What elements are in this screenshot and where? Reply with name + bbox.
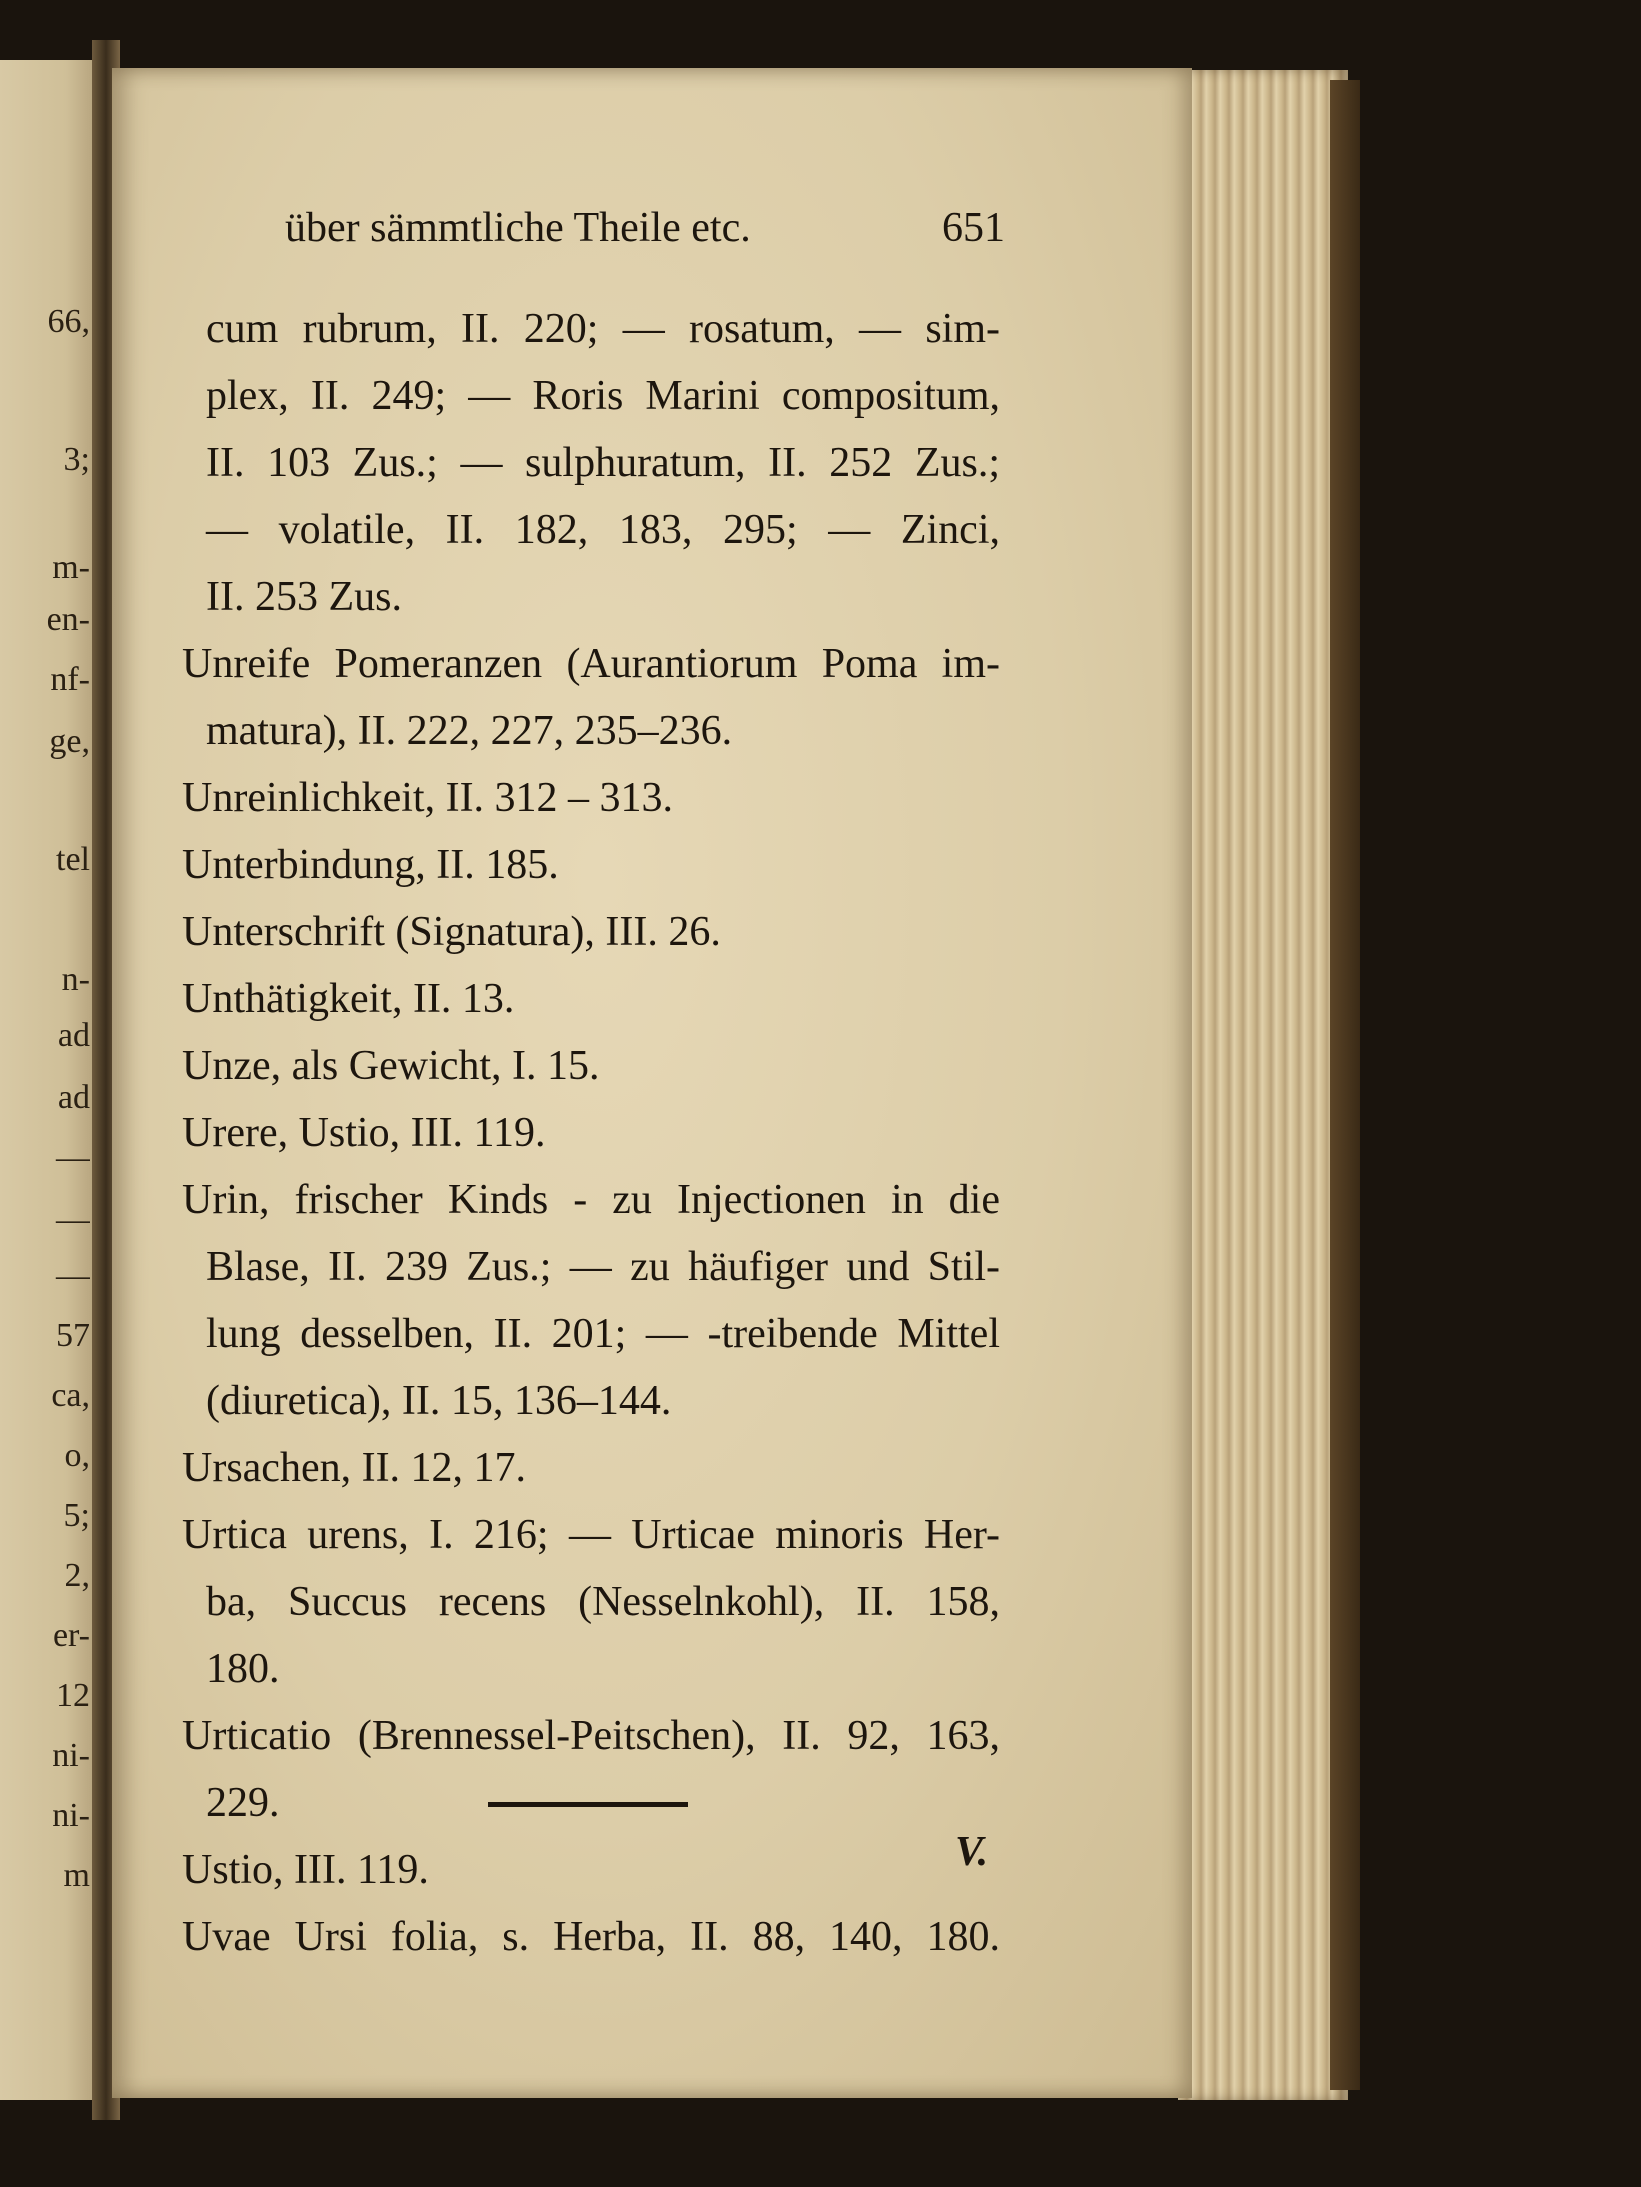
index-entry-line: Ursachen, II. 12, 17. bbox=[182, 1445, 527, 1491]
index-entry-line: 229. bbox=[206, 1780, 280, 1826]
index-entry-line: II. 253 Zus. bbox=[206, 574, 402, 620]
previous-page-fragment: tel bbox=[56, 841, 90, 878]
previous-page-fragment: 12 bbox=[56, 1677, 90, 1714]
previous-page-fragment: ad bbox=[57, 1017, 90, 1054]
index-entries bbox=[182, 296, 1000, 1971]
index-entry-line: Ustio, III. 119. bbox=[182, 1847, 429, 1893]
index-entry-line: Urtica urens, I. 216; — Urticae minoris Her- bbox=[182, 1512, 1000, 1558]
index-entry-line: Unreinlichkeit, II. 312 – 313. bbox=[182, 775, 674, 821]
previous-page-fragment: — bbox=[56, 1201, 90, 1238]
end-rule bbox=[488, 1802, 688, 1807]
index-entry-line: plex, II. 249; — Roris Marini compositum, bbox=[206, 373, 1000, 419]
index-entry-line: Unterbindung, II. 185. bbox=[182, 842, 559, 888]
catchword: V. bbox=[955, 1829, 989, 1875]
index-entry-line: Unterschrift (Signatura), III. 26. bbox=[182, 909, 721, 955]
previous-page-fragment: en- bbox=[46, 601, 90, 638]
previous-page-fragment: 2, bbox=[64, 1557, 90, 1594]
book-cover-edge bbox=[1330, 80, 1360, 2090]
index-entry-line: ba, Succus recens (Nesselnkohl), II. 158, bbox=[206, 1579, 1000, 1625]
index-entry-line: Urere, Ustio, III. 119. bbox=[182, 1110, 546, 1156]
running-title: über sämmtliche Theile etc. bbox=[285, 205, 751, 251]
previous-page-fragment: 66, bbox=[47, 303, 90, 340]
previous-page-fragment: ca, bbox=[51, 1377, 90, 1414]
index-entry-line: II. 103 Zus.; — sulphuratum, II. 252 Zus.; bbox=[206, 440, 1000, 486]
index-entry-line: matura), II. 222, 227, 235–236. bbox=[206, 708, 733, 754]
previous-page-fragment: ni- bbox=[52, 1737, 90, 1774]
index-entry-line: lung desselben, II. 201; — -treibende Mittel bbox=[206, 1311, 1000, 1357]
previous-page-fragment: o, bbox=[64, 1437, 90, 1474]
index-entry-line: (diuretica), II. 15, 136–144. bbox=[206, 1378, 672, 1424]
previous-page-fragment: nf- bbox=[50, 661, 90, 698]
index-entry-line: Urticatio (Brennessel-Peitschen), II. 92, 163, bbox=[182, 1713, 1000, 1759]
previous-page-fragment: — bbox=[56, 1257, 90, 1294]
page-number: 651 bbox=[942, 205, 1005, 251]
previous-page-fragment: m bbox=[63, 1857, 90, 1894]
previous-page-fragment: ad bbox=[57, 1079, 90, 1116]
index-entry-line: Uvae Ursi folia, s. Herba, II. 88, 140, 180. bbox=[182, 1914, 1000, 1960]
index-entry-line: Blase, II. 239 Zus.; — zu häufiger und Stil- bbox=[206, 1244, 1000, 1290]
index-entry-line: Urin, frischer Kinds - zu Injectionen in die bbox=[182, 1177, 1000, 1223]
running-header bbox=[285, 198, 1005, 258]
index-entry-line: 180. bbox=[206, 1646, 280, 1692]
previous-page-fragment: 3; bbox=[63, 441, 90, 478]
previous-page-fragment: n- bbox=[61, 961, 90, 998]
previous-page-fragment: 57 bbox=[56, 1317, 90, 1354]
index-entry-line: Unthätigkeit, II. 13. bbox=[182, 976, 515, 1022]
previous-page-fragment: m- bbox=[52, 549, 90, 586]
previous-page-fragment: — bbox=[56, 1139, 90, 1176]
previous-page-fragment: 5; bbox=[63, 1497, 90, 1534]
previous-page-fragment: ge, bbox=[49, 723, 90, 760]
page-edges bbox=[1178, 70, 1348, 2100]
index-entry-line: cum rubrum, II. 220; — rosatum, — sim- bbox=[206, 306, 1000, 352]
previous-page-fragment: er- bbox=[52, 1617, 90, 1654]
index-entry-line: Unreife Pomeranzen (Aurantiorum Poma im- bbox=[182, 641, 1000, 687]
index-entry-line: Unze, als Gewicht, I. 15. bbox=[182, 1043, 600, 1089]
index-entry-line: — volatile, II. 182, 183, 295; — Zinci, bbox=[206, 507, 1000, 553]
previous-page-fragment: ni- bbox=[52, 1797, 90, 1834]
